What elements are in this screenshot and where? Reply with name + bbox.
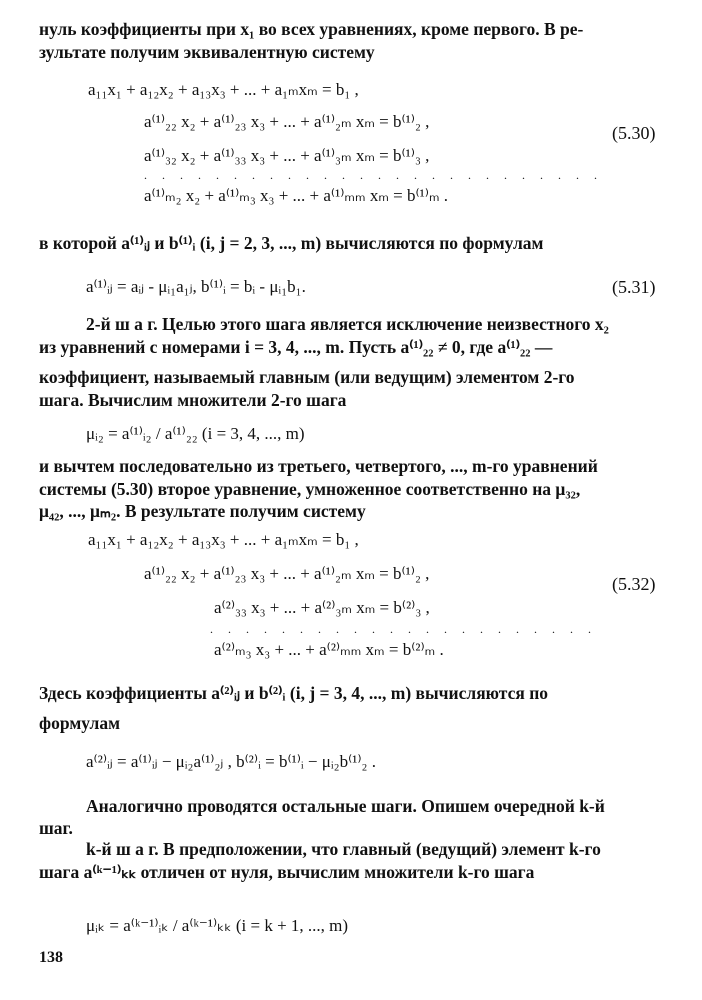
equation-a2-b2: a⁽²⁾ᵢⱼ = a⁽¹⁾ᵢⱼ − μᵢ₂a⁽¹⁾₂ⱼ , b⁽²⁾ᵢ = b⁽¹⁾ᵢ − μᵢ₂b⁽¹⁾₂ .	[86, 752, 376, 771]
system-5-30-dots: . . . . . . . . . . . . . . . . . . . . . . . . . .	[144, 168, 603, 182]
text-line-16: шага a⁽ᵏ⁻¹⁾ₖₖ отличен от нуля, вычислим множители k-го шага	[39, 862, 535, 882]
text-line-10: μ₄₂, ..., μₘ₂. В результате получим систему	[39, 501, 366, 521]
system-5-30-row-3: a⁽¹⁾₃₂ x₂ + a⁽¹⁾₃₃ x₃ + ... + a⁽¹⁾₃ₘ xₘ = b⁽¹⁾₃ ,	[144, 146, 430, 165]
text-line-3: в которой a⁽¹⁾ᵢⱼ и b⁽¹⁾ᵢ (i, j = 2, 3, ..., m) вычисляются по формулам	[39, 233, 544, 253]
text-line-2: зультате получим эквивалентную систему	[39, 42, 375, 62]
text-line-8: и вычтем последовательно из третьего, четвертого, ..., m-го уравнений	[39, 456, 598, 476]
system-5-30-row-1: a₁₁x₁ + a₁₂x₂ + a₁₃x₃ + ... + a₁ₘxₘ = b₁ ,	[88, 80, 359, 99]
system-5-32-row-4: a⁽²⁾ₘ₃ x₃ + ... + a⁽²⁾ₘₘ xₘ = b⁽²⁾ₘ .	[214, 640, 444, 659]
text-line-9: системы (5.30) второе уравнение, умноженное соответственно на μ₃₂,	[39, 479, 581, 499]
text-line-1: нуль коэффициенты при x₁ во всех уравнениях, кроме первого. В ре-	[39, 19, 584, 39]
text-line-11: Здесь коэффициенты a⁽²⁾ᵢⱼ и b⁽²⁾ᵢ (i, j = 3, 4, ..., m) вычисляются по	[39, 683, 549, 703]
text-line-7: шага. Вычислим множители 2-го шага	[39, 390, 347, 410]
text-line-14: шаг.	[39, 818, 73, 838]
equation-label-5-32: (5.32)	[612, 574, 656, 594]
equation-label-5-30: (5.30)	[612, 123, 656, 143]
page-number: 138	[39, 949, 63, 966]
text-line-5: из уравнений с номерами i = 3, 4, ..., m. Пусть a⁽¹⁾₂₂ ≠ 0, где a⁽¹⁾₂₂ —	[39, 337, 553, 357]
text-line-12: формулам	[39, 713, 121, 733]
text-line-15: k-й ш а г. В предположении, что главный (ведущий) элемент k-го	[86, 839, 601, 859]
text-line-6: коэффициент, называемый главным (или ведущим) элементом 2-го	[39, 367, 575, 387]
equation-mu-i2: μᵢ₂ = a⁽¹⁾ᵢ₂ / a⁽¹⁾₂₂ (i = 3, 4, ..., m)	[86, 424, 305, 443]
system-5-30-row-4: a⁽¹⁾ₘ₂ x₂ + a⁽¹⁾ₘ₃ x₃ + ... + a⁽¹⁾ₘₘ xₘ = b⁽¹⁾ₘ .	[144, 186, 449, 205]
system-5-30-row-2: a⁽¹⁾₂₂ x₂ + a⁽¹⁾₂₃ x₃ + ... + a⁽¹⁾₂ₘ xₘ = b⁽¹⁾₂ ,	[144, 112, 430, 131]
system-5-32-row-2: a⁽¹⁾₂₂ x₂ + a⁽¹⁾₂₃ x₃ + ... + a⁽¹⁾₂ₘ xₘ = b⁽¹⁾₂ ,	[144, 564, 430, 583]
system-5-32-row-1: a₁₁x₁ + a₁₂x₂ + a₁₃x₃ + ... + a₁ₘxₘ = b₁ ,	[88, 530, 359, 549]
equation-label-5-31: (5.31)	[612, 277, 656, 297]
equation-5-31: a⁽¹⁾ᵢⱼ = aᵢⱼ - μᵢ₁a₁ⱼ, b⁽¹⁾ᵢ = bᵢ - μᵢ₁b₁.	[86, 277, 306, 296]
system-5-32-row-3: a⁽²⁾₃₃ x₃ + ... + a⁽²⁾₃ₘ xₘ = b⁽²⁾₃ ,	[214, 598, 430, 617]
equation-mu-ik: μᵢₖ = a⁽ᵏ⁻¹⁾ᵢₖ / a⁽ᵏ⁻¹⁾ₖₖ (i = k + 1, ..., m)	[86, 916, 349, 935]
text-line-4: 2-й ш а г. Целью этого шага является исключение неизвестного x₂	[86, 314, 609, 334]
system-5-32-dots: . . . . . . . . . . . . . . . . . . . . . .	[210, 622, 597, 636]
text-line-13: Аналогично проводятся остальные шаги. Опишем очередной k-й	[86, 796, 605, 816]
